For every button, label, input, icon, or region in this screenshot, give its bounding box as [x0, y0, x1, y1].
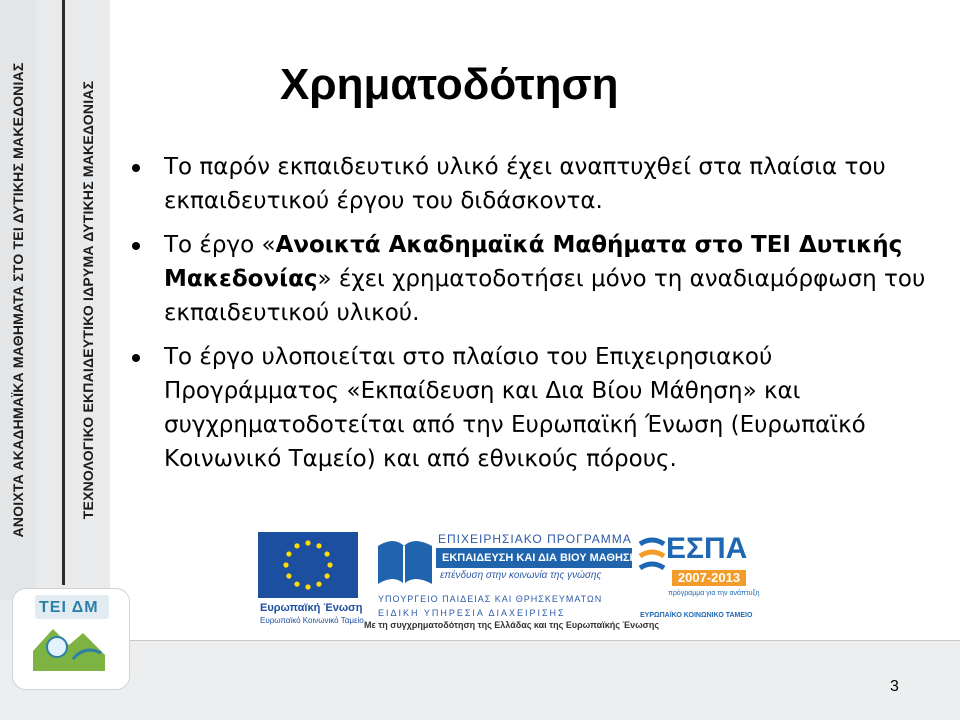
bullet-text-2-prefix: Το έργο «	[164, 232, 276, 258]
sidebar-divider	[62, 0, 65, 585]
program-book-icon	[374, 532, 436, 594]
tei-logo-icon	[13, 589, 129, 689]
bullet-item-2	[132, 228, 932, 330]
program-header: ΕΠΙΧΕΙΡΗΣΙΑΚΟ ΠΡΟΓΡΑΜΜΑ	[438, 532, 632, 546]
eu-star	[286, 573, 291, 578]
espa-years: 2007-2013	[672, 570, 746, 586]
bullet-text-2-suffix: » έχει χρηματοδοτήσει μόνο τη αναδιαμόρφωση του εκπαιδευτικού υλικού.	[164, 266, 926, 326]
eu-star	[325, 573, 330, 578]
eu-star	[316, 582, 321, 587]
ministry-name: ΥΠΟΥΡΓΕΙΟ ΠΑΙΔΕΙΑΣ ΚΑΙ ΘΡΗΣΚΕΥΜΑΤΩΝ	[378, 594, 603, 604]
sidebar-vertical-text-2: ΤΕΧΝΟΛΟΓΙΚΟ ΕΚΠΑΙΔΕΥΤΙΚΟ ΙΔΡΥΜΑ ΔΥΤΙΚΗΣ ΜΑΚΕΔΟΝΙΑΣ	[80, 80, 96, 520]
tei-logo	[12, 588, 130, 690]
tei-logo-text: ΤΕΙ ΔΜ	[39, 599, 99, 616]
cofunding-statement: Με τη συγχρηματοδότηση της Ελλάδας και της Ευρωπαϊκής Ένωσης	[364, 620, 660, 630]
espa-fund: ΕΥΡΩΠΑΪΚΟ ΚΟΙΝΩΝΙΚΟ ΤΑΜΕΙΟ	[640, 612, 753, 619]
bullet-dot	[132, 354, 140, 362]
espa-name: ΕΣΠΑ	[666, 532, 748, 565]
eu-star	[294, 582, 299, 587]
eu-star	[316, 543, 321, 548]
eu-flag	[258, 532, 358, 598]
page-number: 3	[890, 678, 899, 695]
eu-stars-icon	[258, 532, 358, 598]
education-program-logo	[374, 530, 638, 630]
eu-subtitle: Ευρωπαϊκό Κοινωνικό Ταμείο	[260, 616, 364, 625]
bullet-dot	[132, 242, 140, 250]
eu-star	[325, 551, 330, 556]
espa-wave-icon	[638, 534, 668, 594]
slide-title: Χρηματοδότηση	[280, 60, 619, 109]
managing-service: ΕΙΔΙΚΗ ΥΠΗΡΕΣΙΑ ΔΙΑΧΕΙΡΙΣΗΣ	[378, 608, 566, 618]
eu-name: Ευρωπαϊκή Ένωση	[260, 602, 363, 614]
eu-star	[305, 540, 310, 545]
bullet-text-2-bold: Ανοικτά Ακαδημαϊκά Μαθήματα στο ΤΕΙ Δυτικής Μακεδονίας	[164, 232, 903, 292]
bullet-list	[132, 150, 932, 486]
bullet-text-3: Το έργο υλοποιείται στο πλαίσιο του Επιχειρησιακού Προγράμματος «Εκπαίδευση και Δια Βίου Μάθηση» και συγχρηματοδοτείται από την Ευρωπαϊκή Ένωση (Ευρωπαϊκό Κοινωνικό Ταμείο) και από εθνικούς πόρους.	[164, 344, 866, 472]
eu-star	[283, 562, 288, 567]
sidebar-vertical-text-1: ΑΝΟΙΧΤΑ ΑΚΑΔΗΜΑΪΚΑ ΜΑΘΗΜΑΤΑ ΣΤΟ ΤΕΙ ΔΥΤΙΚΗΣ ΜΑΚΕΔΟΝΙΑΣ	[10, 62, 26, 538]
eu-star	[286, 551, 291, 556]
bullet-item-1	[132, 150, 932, 218]
eu-star	[327, 562, 332, 567]
eu-star	[294, 543, 299, 548]
eu-logo	[258, 532, 364, 628]
footer-bar	[0, 640, 960, 720]
bullet-item-3	[132, 340, 932, 476]
program-name: ΕΚΠΑΙΔΕΥΣΗ ΚΑΙ ΔΙΑ ΒΙΟΥ ΜΑΘΗΣΗ	[436, 548, 632, 568]
bullet-text-1: Το παρόν εκπαιδευτικό υλικό έχει αναπτυχθεί στα πλαίσια του εκπαιδευτικού έργου του διδάσκοντα.	[164, 154, 886, 214]
eu-star	[305, 584, 310, 589]
espa-tagline: πρόγραμμα για την ανάπτυξη	[668, 590, 760, 597]
espa-logo	[638, 530, 760, 630]
bullet-dot	[132, 164, 140, 172]
program-slogan: επένδυση στην κοινωνία της γνώσης	[440, 570, 602, 581]
footer-divider	[130, 640, 960, 641]
